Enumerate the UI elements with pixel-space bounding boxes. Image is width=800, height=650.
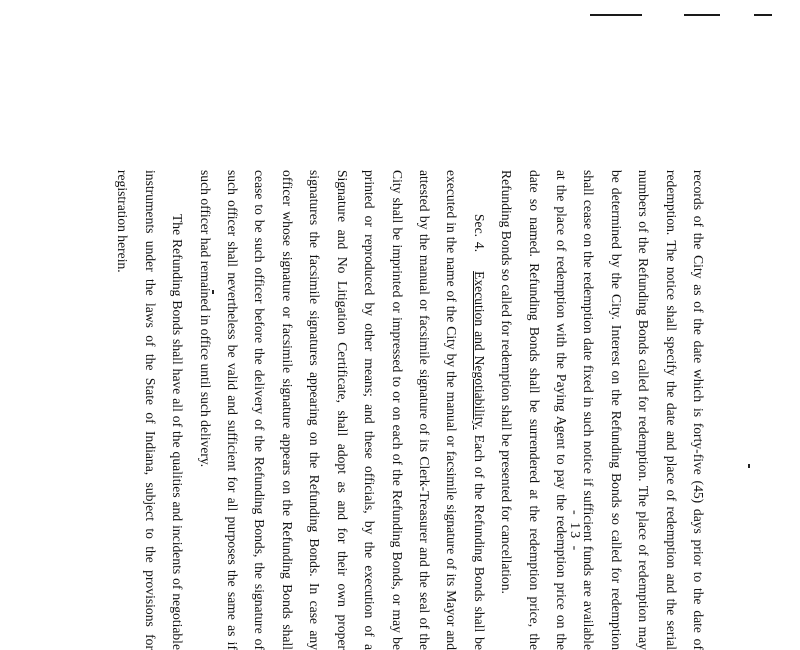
section-4-paragraph — [191, 170, 492, 650]
section-text: Each of the Refunding Bonds shall be executed in the name of the City by the manual or facsimile signature of its Mayor and attested by the manual or facsimile signature of its Clerk-Treasurer and the seal of the City shall be imprinted or impressed to or on each of the Refunding Bonds, or may be printed or reproduced by other means; and these officials, by the execution of a Signature and No Litigation Certificate, shall adopt as and for their own proper signatures the facsimile signatures appearing on the Refunding Bonds. In case any officer whose signature or facsimile signature appears on the Refunding Bonds shall cease to be such officer before the delivery of the Refunding Bonds, the signature of such officer shall nevertheless be valid and sufficient for all purposes the same as if such officer had remained in office until such delivery. — [197, 170, 487, 650]
section-title: Execution and Negotiability. — [471, 271, 487, 430]
redemption-notice-paragraph: records of the City as of the date which is forty-five (45) days prior to the date of redemption. The notice shall specify the date and place of redemption and the serial numbers of the Refunding Bonds called for redemption. The place of redemption may be determined by the City. Interest on the Refunding Bonds so called for redemption shall cease on the redemption date fixed in such notice if sufficient funds are available at the place of redemption with the Paying Agent to pay the redemption price on the date so named. Refunding Bonds shall be surrendered at the redemption price, the Refunding Bonds so called for redemption shall be presented for cancellation. — [499, 170, 706, 650]
document-body — [109, 170, 712, 650]
negotiability-paragraph: The Refunding Bonds shall have all of the qualities and incidents of negotiable instruments under the laws of the State of Indiana, subject to the provisions for registration herein. — [115, 170, 186, 650]
section-number: Sec. 4. — [471, 214, 487, 253]
page-number: - 13 - — [567, 510, 582, 553]
